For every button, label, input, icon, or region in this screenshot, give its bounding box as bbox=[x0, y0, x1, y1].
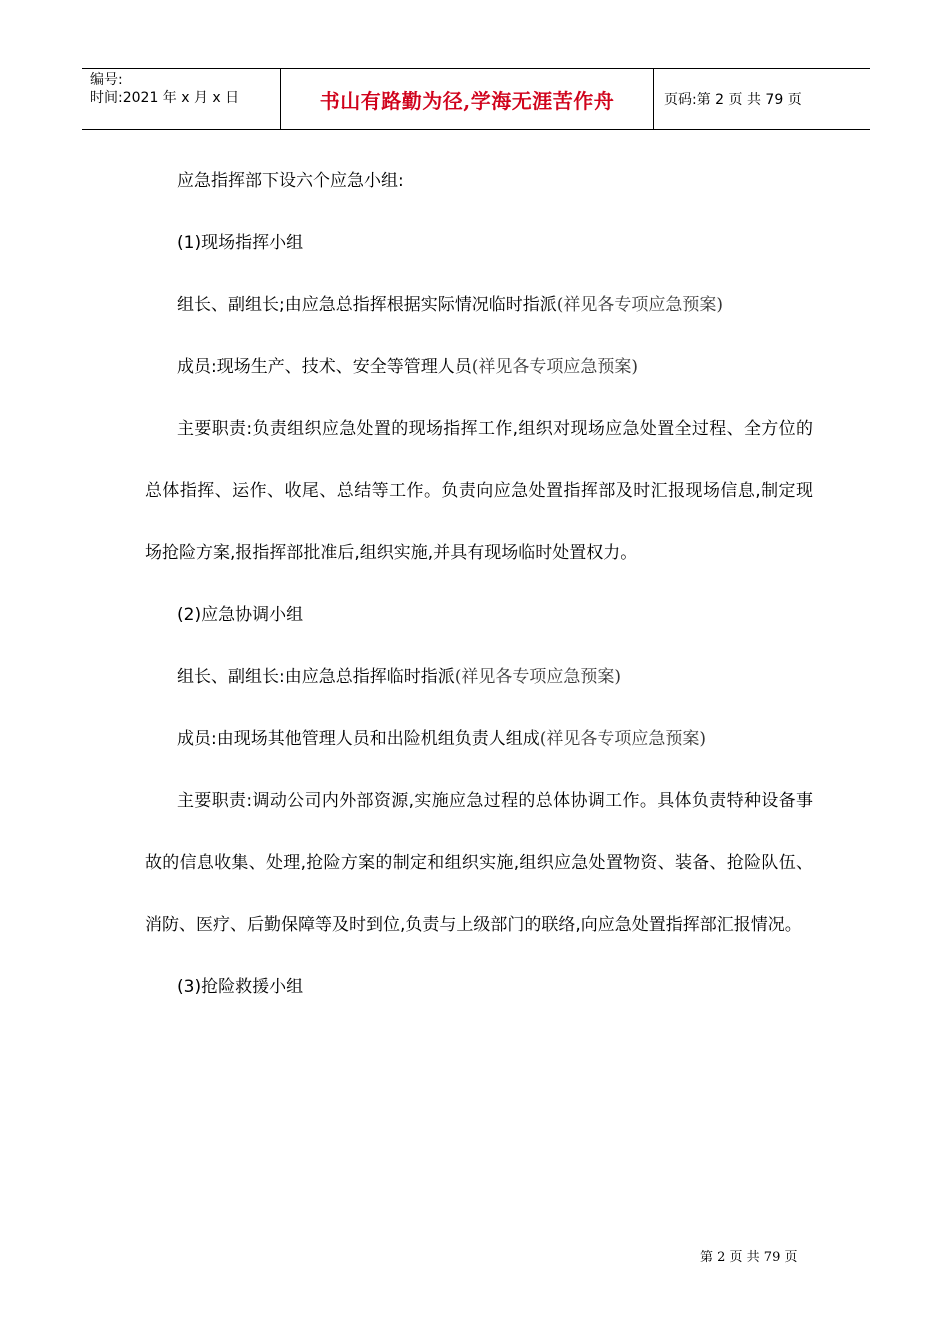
section-heading-1 bbox=[145, 212, 813, 274]
header-motto-cell bbox=[281, 69, 654, 129]
paragraph-text: 组长、副组长;由应急总指挥根据实际情况临时指派 bbox=[177, 295, 557, 315]
paragraph-members-1 bbox=[145, 336, 813, 398]
paragraph-note: (祥见各专项应急预案) bbox=[454, 667, 621, 687]
section-heading-text: (1)现场指挥小组 bbox=[177, 233, 304, 253]
paragraph-text: 主要职责:负责组织应急处置的现场指挥工作,组织对现场应急处置全过程、全方位的总体指挥、运作、收尾、总结等工作。负责向应急处置指挥部及时汇报现场信息,制定现场抢险方案,报指挥部批准后,组织实施,并具有现场临时处置权力。 bbox=[145, 419, 813, 563]
section-heading-text: (2)应急协调小组 bbox=[177, 605, 304, 625]
header-motto: 书山有路勤为径,学海无涯苦作舟 bbox=[319, 88, 615, 113]
paragraph-note: (祥见各专项应急预案) bbox=[556, 295, 723, 315]
paragraph-text: 成员:现场生产、技术、安全等管理人员 bbox=[177, 357, 472, 377]
paragraph-members-2 bbox=[145, 708, 813, 770]
paragraph-text: 主要职责:调动公司内外部资源,实施应急过程的总体协调工作。具体负责特种设备事故的信息收集、处理,抢险方案的制定和组织实施,组织应急处置物资、装备、抢险队伍、消防、医疗、后勤保障等及时到位,负责与上级部门的联络,向应急处置指挥部汇报情况。 bbox=[145, 791, 813, 935]
document-body bbox=[145, 150, 813, 1018]
document-number-label: 编号: bbox=[90, 72, 123, 88]
paragraph-note: (祥见各专项应急预案) bbox=[539, 729, 706, 749]
paragraph-text: 成员:由现场其他管理人员和出险机组负责人组成 bbox=[177, 729, 540, 749]
paragraph-duties-2 bbox=[145, 770, 813, 956]
paragraph-leaders-1 bbox=[145, 274, 813, 336]
paragraph-note: (祥见各专项应急预案) bbox=[471, 357, 638, 377]
paragraph-text: 组长、副组长:由应急总指挥临时指派 bbox=[177, 667, 455, 687]
header-meta-cell bbox=[82, 69, 281, 129]
document-date-label: 时间:2021 年 x 月 x 日 bbox=[90, 90, 240, 106]
header-page-info: 页码:第 2 页 共 79 页 bbox=[664, 92, 802, 108]
section-heading-3 bbox=[145, 956, 813, 1018]
section-heading-text: (3)抢险救援小组 bbox=[177, 977, 304, 997]
header-page-cell bbox=[654, 69, 870, 129]
paragraph-leaders-2 bbox=[145, 646, 813, 708]
paragraph-text: 应急指挥部下设六个应急小组: bbox=[177, 171, 404, 191]
paragraph-intro bbox=[145, 150, 813, 212]
section-heading-2 bbox=[145, 584, 813, 646]
page-header bbox=[82, 68, 870, 130]
page-footer: 第 2 页 共 79 页 bbox=[700, 1250, 798, 1265]
paragraph-duties-1 bbox=[145, 398, 813, 584]
